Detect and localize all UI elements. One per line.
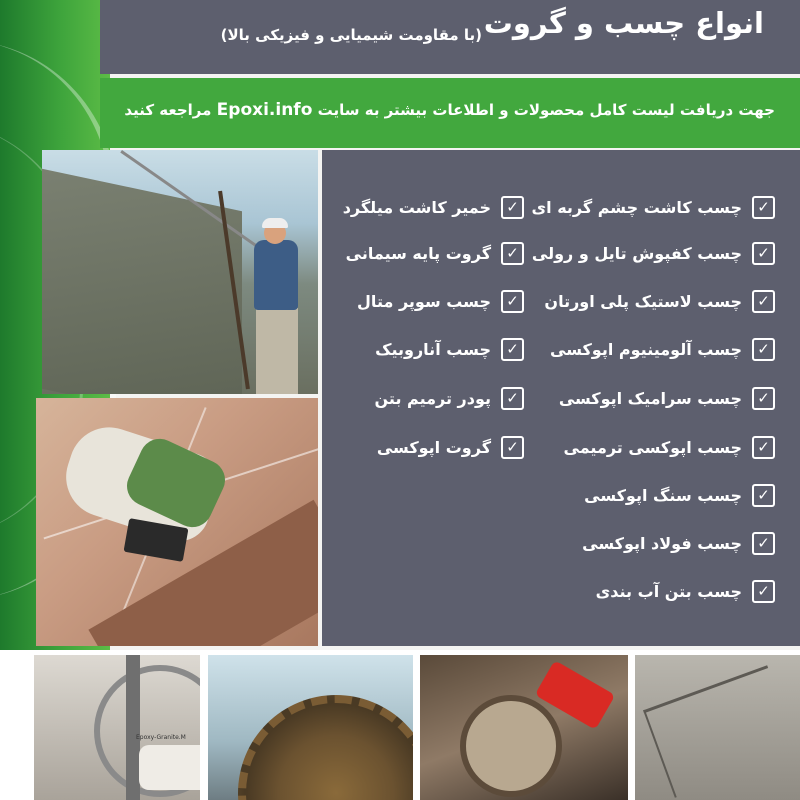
info-band bbox=[100, 78, 800, 148]
worker-legs bbox=[256, 308, 298, 394]
product-item: ✓ گروت پایه سیمانی bbox=[346, 242, 524, 265]
photo-gear-wheel bbox=[208, 655, 413, 800]
photo-epoxy-granite-machine bbox=[34, 655, 200, 800]
product-item: ✓ چسب سنگ اپوکسی bbox=[584, 484, 775, 507]
product-list-panel bbox=[322, 150, 800, 646]
info-text-before: جهت دریافت لیست کامل محصولات و اطلاعات بیشتر به سایت bbox=[317, 101, 775, 119]
machine-rod bbox=[126, 655, 140, 800]
checkbox-icon: ✓ bbox=[752, 387, 775, 410]
product-item: ✓ چسب اپوکسی ترمیمی bbox=[564, 436, 776, 459]
worker-body bbox=[254, 240, 298, 310]
photo-worker-applying-coating bbox=[42, 150, 318, 394]
photo-anaerobic-adhesive-application bbox=[420, 655, 628, 800]
photo-cracked-concrete bbox=[635, 655, 800, 800]
product-item: ✓ خمیر کاشت میلگرد bbox=[343, 196, 524, 219]
checkbox-icon: ✓ bbox=[501, 436, 524, 459]
checkbox-icon: ✓ bbox=[752, 242, 775, 265]
page-subtitle: (با مقاومت شیمیایی و فیزیکی بالا) bbox=[220, 26, 482, 44]
gear-icon bbox=[238, 695, 413, 800]
checkbox-icon: ✓ bbox=[752, 532, 775, 555]
bearing-hub bbox=[460, 695, 562, 797]
checkbox-icon: ✓ bbox=[501, 387, 524, 410]
product-item: ✓ چسب سرامیک اپوکسی bbox=[559, 387, 775, 410]
page-title: انواع چسب و گروت bbox=[483, 6, 764, 40]
info-text bbox=[124, 100, 775, 120]
product-item: ✓ چسب سوپر متال bbox=[357, 290, 524, 313]
photo-caption: Epoxy-Granite.M bbox=[136, 734, 186, 741]
photo-gloves-on-stone-tile bbox=[36, 398, 318, 646]
checkbox-icon: ✓ bbox=[752, 580, 775, 603]
checkbox-icon: ✓ bbox=[752, 436, 775, 459]
checkbox-icon: ✓ bbox=[752, 196, 775, 219]
checkbox-icon: ✓ bbox=[752, 338, 775, 361]
info-text-after: مراجعه کنید bbox=[124, 101, 212, 119]
checkbox-icon: ✓ bbox=[501, 196, 524, 219]
website-link[interactable]: Epoxi.info bbox=[216, 100, 313, 120]
product-item: ✓ چسب فولاد اپوکسی bbox=[582, 532, 775, 555]
product-item: ✓ چسب بتن آب بندی bbox=[596, 580, 775, 603]
concrete-crack bbox=[643, 665, 799, 798]
checkbox-icon: ✓ bbox=[752, 484, 775, 507]
worker-cap bbox=[262, 218, 288, 228]
product-item: ✓ چسب آلومینیوم اپوکسی bbox=[550, 338, 775, 361]
product-item: ✓ گروت اپوکسی bbox=[377, 436, 524, 459]
product-item: ✓ چسب کاشت چشم گربه ای bbox=[532, 196, 776, 219]
checkbox-icon: ✓ bbox=[501, 338, 524, 361]
checkbox-icon: ✓ bbox=[501, 242, 524, 265]
product-item: ✓ چسب کفپوش تایل و رولی bbox=[532, 242, 775, 265]
material-bag bbox=[139, 745, 200, 790]
product-item: ✓ چسب آناروبیک bbox=[375, 338, 524, 361]
product-item: ✓ پودر ترمیم بتن bbox=[375, 387, 524, 410]
checkbox-icon: ✓ bbox=[752, 290, 775, 313]
checkbox-icon: ✓ bbox=[501, 290, 524, 313]
header-bar bbox=[100, 0, 800, 74]
product-item: ✓ چسب لاستیک پلی اورتان bbox=[544, 290, 775, 313]
